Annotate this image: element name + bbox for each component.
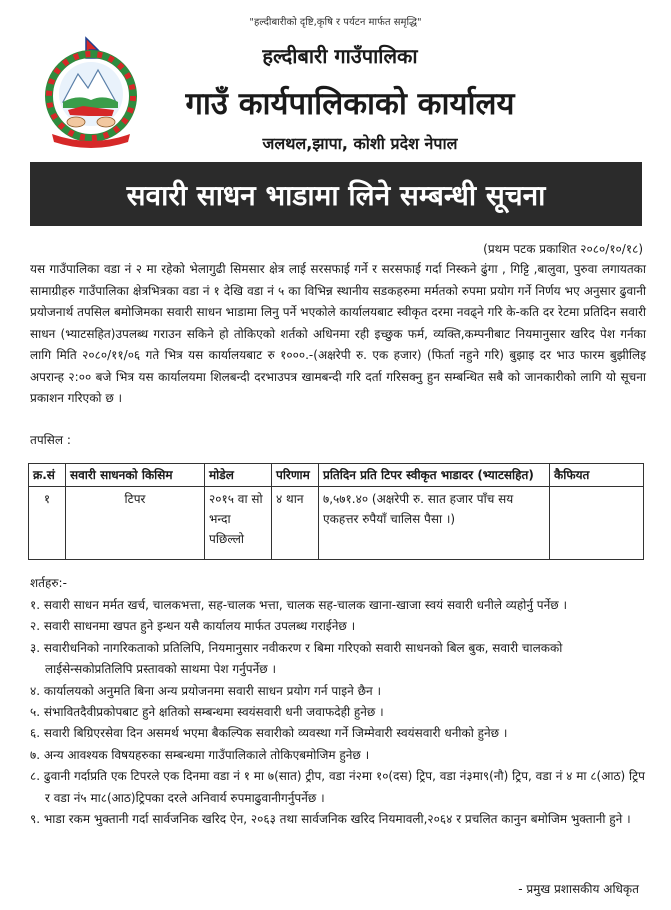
col-remarks: कैफियत — [550, 464, 644, 487]
col-model: मोडेल — [205, 464, 272, 487]
office-name: हल्दीबारी गाउँपालिका — [262, 44, 418, 68]
notice-body: यस गाउँपालिका वडा नं २ मा रहेको भेलागुढी सिमसार क्षेत्र लाई सरसफाई गर्ने र सरसफाई गर्दा निस्कने ढुंगा , गिट्टि ,बालुवा, पुरुवा लगायतका सामाग्रीहरु गाउँपालिका क्षेत्रभित्रका वडा नं १ देखि वडा नं ५ का विभिन्न स्थानीय सडकहरुमा मर्मतको रुपमा प्रयोग गर्ने निर्णय भए अनुसार ढुवानी प्रयोजनार्थ तपसिल बमोजिमका सवारी साधन भाडामा लिनु पर्ने भएकोले कार्यालयबाट स्वीकृत दरमा नवढ्ने गरि के-कति दर रेटमा प्रतिदिन सवारी साधन (भ्याटसहित)उपलब्ध गराउन सकिने हो तोकिएको शर्तको अधिनमा रही इच्छुक फर्म, व्यक्ति,कम्पनीबाट नियमानुसार खरिद पेश गर्नका लागि मिति २०८०/११/०६ गते भित्र यस कार्यालयबाट रु १०००.-(अक्षरेपी रु. एक हजार) (फिर्ता नहुने गरि) बुझाइ दर भाउ फारम बुझीलिइ अपरान्ह २:०० बजे भित्र यस कार्यालयमा शिलबन्दी दरभाउपत्र खामबन्दी गरि दर्ता गरिसक्नु हुन सम्बन्धित सबै को जानकारीको लागि यो सूचना प्रकाशन गरिएको छ । — [30, 262, 646, 405]
table-header-row — [29, 464, 644, 487]
col-rate: प्रतिदिन प्रति टिपर स्वीकृत भाडादर (भ्याटसहित) — [319, 464, 550, 487]
cell-rate: ७,५७१.४० (अक्षरेपी रु. सात हजार पाँच सय एकहत्तर रुपैयाँ चालिस पैसा ।) — [319, 487, 550, 560]
details-label: तपसिल : — [30, 433, 71, 447]
cell-remarks — [550, 487, 644, 560]
notice-title: सवारी साधन भाडामा लिने सम्बन्धी सूचना — [126, 179, 546, 212]
list-item: १. सवारी साधन मर्मत खर्च, चालकभत्ता, सह-चालक भत्ता, चालक सह-चालक खाना-खाजा स्वयं सवारी धनीले व्यहोर्नु पर्नेछ । — [30, 598, 568, 612]
cell-serial: १ — [29, 487, 66, 560]
col-vehicle-type: सवारी साधनको किसिम — [66, 464, 205, 487]
office-title: गाउँ कार्यपालिकाको कार्यालय — [185, 86, 515, 122]
office-address: जलथल,झापा, कोशी प्रदेश नेपाल — [262, 134, 458, 153]
col-serial: क्र.सं — [29, 464, 66, 487]
list-item: ५. संभावितदैवीप्रकोपबाट हुने क्षतिको सम्बन्धमा स्वयंसवारी धनी जवाफदेही हुनेछ । — [30, 705, 384, 720]
list-item: ३. सवारीधनिको नागरिकताको प्रतिलिपि, नियमानुसार नवीकरण र बिमा गरिएको सवारी साधनको बिल बुक, सवारी चालकको लाईसेन्सकोप्रतिलिपि प्रस्तावको साथमा पेश गर्नुपर्नेछ । — [30, 640, 563, 677]
list-item: ४. कार्यालयको अनुमति बिना अन्य प्रयोजनमा सवारी साधन प्रयोग गर्न पाइने छैन । — [30, 683, 382, 698]
cell-vehicle-type: टिपर — [66, 487, 205, 560]
col-quantity: परिणाम — [272, 464, 319, 487]
terms-list — [30, 595, 646, 830]
terms-heading: शर्तहरु:- — [30, 576, 67, 590]
list-item: ६. सवारी बिग्रिएरसेवा दिन असमर्थ भएमा बैकल्पिक सवारीको व्यवस्था गर्ने जिम्मेवारी स्वयंसवारी धनीको हुनेछ । — [30, 726, 508, 741]
slogan: "हल्दीबारीको दृष्टि,कृषि र पर्यटन मार्फत समृद्धि" — [249, 17, 422, 28]
publication-date: (प्रथम पटक प्रकाशित २०८०/१०/१८) — [483, 242, 643, 256]
list-item: ७. अन्य आवश्यक विषयहरुका सम्बन्धमा गाउँपालिकाले तोकिएबमोजिम हुनेछ । — [30, 747, 370, 762]
list-item: २. सवारी साधनमा खपत हुने इन्धन यसै कार्यालय मार्फत उपलब्ध गराईनेछ । — [30, 619, 356, 634]
vehicle-table — [28, 463, 644, 560]
notice-title-banner — [30, 162, 642, 226]
table-row — [29, 487, 644, 560]
list-item: ८. ढुवानी गर्दाप्रति एक टिपरले एक दिनमा वडा नं १ मा ७(सात) ट्रीप, वडा नं२मा १०(दस) ट्रिप, वडा नं३मा९(नौ) ट्रिप, वडा नं ४ मा ८(आठ) ट्रिप र वडा नं५ मा८(आठ)ट्रिपका दरले अनिवार्य रुपमाढुवानीगर्नुपर्नेछ । — [30, 769, 645, 805]
list-item: ९. भाडा रकम भुक्तानी गर्दा सार्वजनिक खरिद ऐन, २०६३ तथा सार्वजनिक खरिद नियमावली,२०६४ र प्रचलित कानुन बमोजिम भुक्तानी हुने । — [30, 812, 631, 827]
signatory: - प्रमुख प्रशासकीय अधिकृत — [518, 882, 639, 896]
cell-quantity: ४ थान — [272, 487, 319, 560]
cell-model: २०१५ वा सो भन्दा पछिल्लो — [205, 487, 272, 560]
